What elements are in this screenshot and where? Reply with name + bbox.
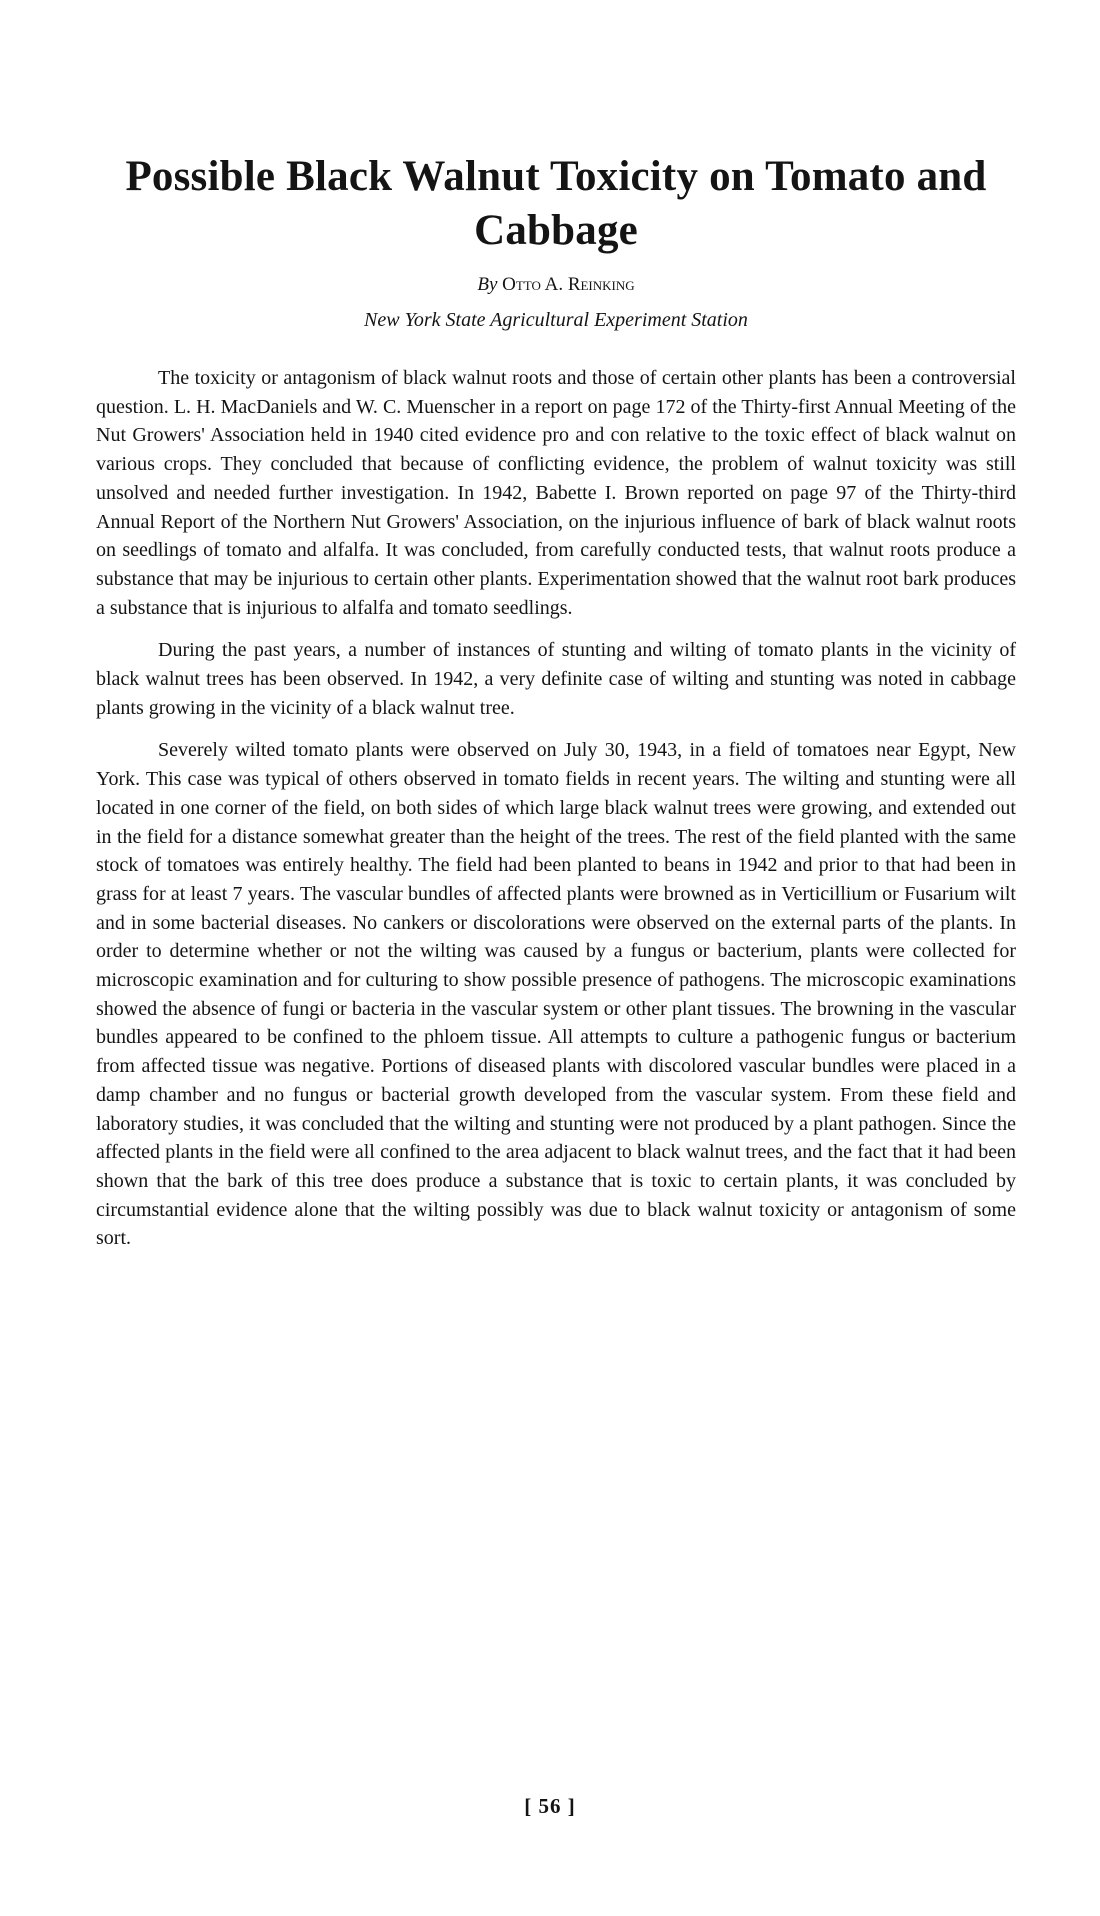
paragraph-1: The toxicity or antagonism of black walnut roots and those of certain other plants has been a controversial question. L. H. MacDaniels and W. C. Muenscher in a report on page 172 of the Thirty-first Annual Meeting of the Nut Growers' Association held in 1940 cited evidence pro and con relative to the toxic effect of black walnut on various crops. They concluded that because of conflicting evidence, the problem of walnut toxicity was still unsolved and needed further investigation. In 1942, Babette I. Brown reported on page 97 of the Thirty-third Annual Report of the Northern Nut Growers' Association, on the injurious influence of bark of black walnut roots on seedlings of tomato and alfalfa. It was concluded, from carefully conducted tests, that walnut roots produce a substance that may be injurious to certain other plants. Experimentation showed that the walnut root bark produces a substance that is injurious to alfalfa and tomato seedlings. xyxy=(96,367,1016,619)
author-name: Otto A. Reinking xyxy=(502,274,635,295)
page-number: [ 56 ] xyxy=(524,1794,576,1818)
article-title: Possible Black Walnut Toxicity on Tomato and Cabbage xyxy=(125,153,987,254)
byline xyxy=(96,272,1016,298)
byline-prefix: By xyxy=(477,274,498,295)
article-page xyxy=(96,150,1016,1267)
paragraph-2: During the past years, a number of instances of stunting and wilting of tomato plants in the vicinity of black walnut trees has been observed. In 1942, a very definite case of wilting and stunting was noted in cabbage plants growing in the vicinity of a black walnut tree. xyxy=(96,639,1016,719)
author-affiliation: New York State Agricultural Experiment Station xyxy=(364,309,748,331)
article-body xyxy=(96,364,1016,1253)
paragraph-3: Severely wilted tomato plants were observed on July 30, 1943, in a field of tomatoes near Egypt, New York. This case was typical of others observed in tomato fields in recent years. The wilting and stunting were all located in one corner of the field, on both sides of which large black walnut trees were growing, and extended out in the field for a distance somewhat greater than the height of the trees. The rest of the field planted with the same stock of tomatoes was entirely healthy. The field had been planted to beans in 1942 and prior to that had been in grass for at least 7 years. The vascular bundles of affected plants were browned as in Verticillium or Fusarium wilt and in some bacterial diseases. No cankers or discolorations were observed on the external parts of the plants. In order to determine whether or not the wilting was caused by a fungus or bacterium, plants were collected for microscopic examination and for culturing to show possible presence of pathogens. The microscopic examinations showed the absence of fungi or bacteria in the vascular system or other plant tissues. The browning in the vascular bundles appeared to be confined to the phloem tissue. All attempts to culture a pathogenic fungus or bacterium from affected tissue was negative. Portions of diseased plants with discolored vascular bundles were placed in a damp chamber and no fungus or bacterial growth developed from the vascular system. From these field and laboratory studies, it was concluded that the wilting and stunting were not produced by a plant pathogen. Since the affected plants in the field were all confined to the area adjacent to black walnut trees, and the fact that it had been shown that the bark of this tree does produce a substance that is toxic to certain plants, it was concluded by circumstantial evidence alone that the wilting possibly was due to black walnut toxicity or antagonism of some sort. xyxy=(96,739,1016,1250)
